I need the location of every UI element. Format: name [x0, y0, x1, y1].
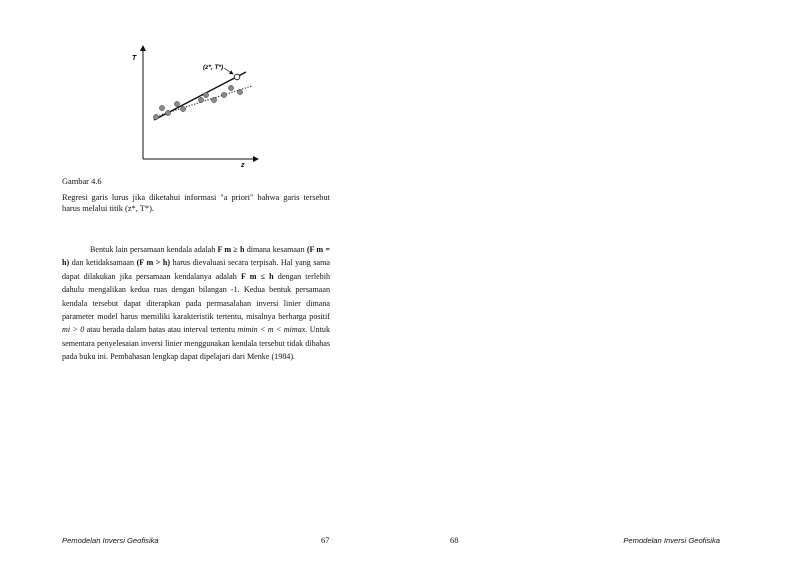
equation-inline: F m ≤ h	[240, 271, 274, 281]
constraint-point	[234, 74, 240, 80]
body-paragraph	[62, 243, 330, 364]
page-number: 68	[450, 536, 459, 545]
data-point	[159, 105, 164, 110]
point-label-arrow	[224, 68, 233, 74]
footer-book-title: Pemodelan Inversi Geofisika	[623, 536, 720, 545]
right-page	[400, 0, 800, 565]
equation-inline: F m ≥ h	[217, 245, 245, 254]
data-point	[237, 89, 242, 94]
text-run: Bentuk lain persamaan kendala adalah	[90, 245, 216, 254]
data-point	[203, 92, 208, 97]
x-axis-label: z	[241, 162, 245, 169]
caption-text: Regresi garis lurus jika diketahui informasi "a priori" bahwa garis tersebut harus melalui titik (z*, T*).	[62, 193, 330, 213]
figure-caption	[62, 176, 330, 214]
constraint-point-label: (z*, T*)	[203, 64, 224, 71]
footer-book-title: Pemodelan Inversi Geofisika	[62, 536, 159, 545]
equation-inline: (F m > h)	[136, 258, 171, 268]
data-point	[180, 106, 185, 111]
data-point	[211, 97, 216, 102]
data-point	[165, 110, 170, 115]
page-number: 67	[321, 536, 330, 545]
y-axis-label: T	[132, 55, 137, 62]
data-point	[228, 85, 233, 90]
equation-inline: mi > 0	[62, 325, 85, 335]
text-run: dengan terlebih dahulu mengalikan kedua ruas dengan bilangan -1. Kedua bentuk persamaan kendala tersebut dapat diterapkan pada permasalahan inversi linier dimana parameter model harus memiliki karakteristik tertentu, misalnya berharga positif	[62, 271, 331, 322]
text-run: dan ketidaksamaan	[71, 258, 135, 268]
data-point	[221, 92, 226, 97]
caption-title: Gambar 4.6	[62, 177, 102, 186]
text-run: dimana kesamaan	[246, 245, 305, 254]
text-run: atau berada dalam batas atau interval tertentu	[86, 325, 236, 335]
data-point	[174, 101, 179, 106]
text-run: harus dievaluasi secara terpisah. Hal yang sama dapat dilakukan jika persamaan kendalanya adalah	[62, 258, 330, 281]
equation-inline: mimin < m < mimax.	[237, 325, 308, 335]
data-point	[198, 97, 203, 102]
figure-regression	[120, 40, 270, 172]
equation-inline: (F m = h)	[62, 245, 330, 268]
text-run: Untuk sementara penyelesaian inversi linier menggunakan kendala tersebut tidak dibahas pada buku ini. Pembahasan lengkap dapat dipelajari dari Menke (1984).	[62, 325, 330, 362]
data-point	[153, 114, 158, 119]
